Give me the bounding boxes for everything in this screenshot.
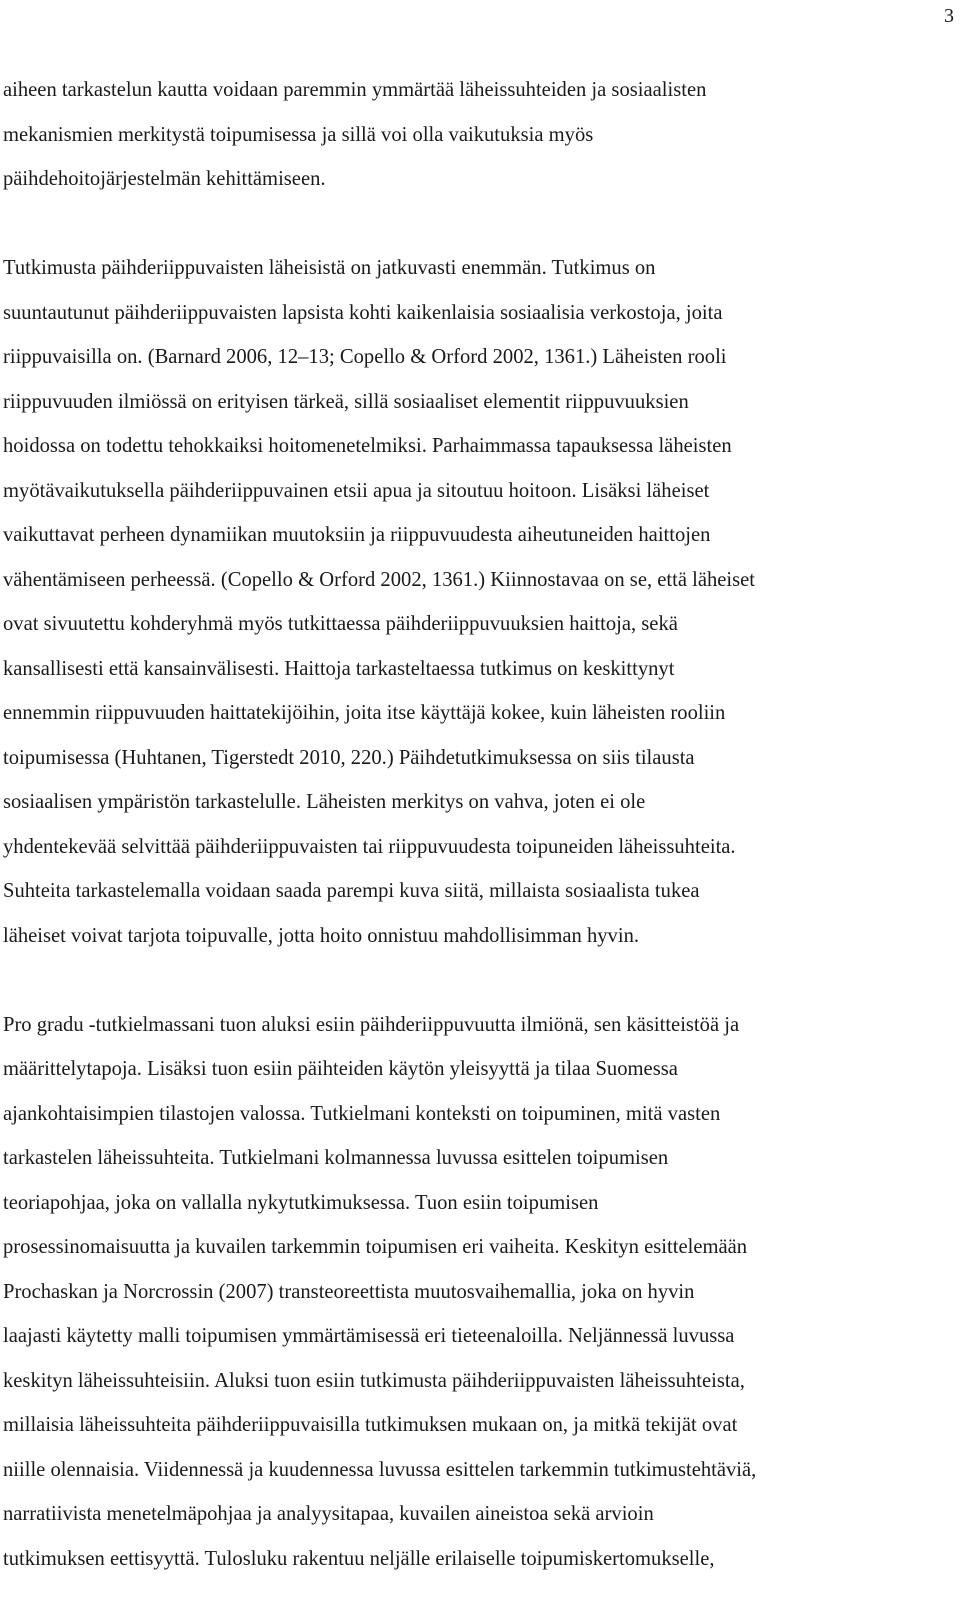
text-line: toipumisessa (Huhtanen, Tigerstedt 2010, 220.) Päihdetutkimuksessa on siis tilausta <box>3 746 695 769</box>
text-line: Prochaskan ja Norcrossin (2007) transteoreettista muutosvaihemallia, joka on hyvin <box>3 1280 695 1303</box>
page-number: 3 <box>944 5 954 27</box>
text-line: myötävaikutuksella päihderiippuvainen etsii apua ja sitoutuu hoitoon. Lisäksi läheiset <box>3 479 710 502</box>
text-line: riippuvaisilla on. (Barnard 2006, 12–13; Copello & Orford 2002, 1361.) Läheisten rooli <box>3 346 727 368</box>
text-line: Tutkimusta päihderiippuvaisten läheisistä on jatkuvasti enemmän. Tutkimus on <box>3 257 656 279</box>
paragraph-gap <box>3 202 959 247</box>
text-line: narratiivista menetelmäpohjaa ja analyysitapaa, kuvailen aineistoa sekä arvioin <box>3 1503 654 1525</box>
text-line: mekanismien merkitystä toipumisessa ja sillä voi olla vaikutuksia myös <box>3 123 594 146</box>
text-line: vähentämiseen perheessä. (Copello & Orford 2002, 1361.) Kiinnostavaa on se, että läheiset <box>3 568 756 591</box>
text-line: laajasti käytetty malli toipumisen ymmärtämisessä eri tieteenaloilla. Neljännessä luvussa <box>3 1325 735 1347</box>
text-line: määrittelytapoja. Lisäksi tuon esiin päihteiden käytön yleisyyttä ja tilaa Suomessa <box>3 1058 678 1080</box>
text-line: hoidossa on todettu tehokkaiksi hoitomenetelmiksi. Parhaimmassa tapauksessa läheisten <box>3 435 732 457</box>
text-line: ennemmin riippuvuuden haittatekijöihin, joita itse käyttäjä kokee, kuin läheisten rooliin <box>3 702 726 724</box>
text-line: tutkimuksen eettisyyttä. Tulosluku rakentuu neljälle erilaiselle toipumiskertomukselle, <box>3 1547 715 1570</box>
text-line: läheiset voivat tarjota toipuvalle, jotta hoito onnistuu mahdollisimman hyvin. <box>3 924 640 947</box>
text-line: ovat sivuutettu kohderyhmä myös tutkittaessa päihderiippuvuuksien haittoja, sekä <box>3 613 678 635</box>
paragraph-2 <box>3 246 959 958</box>
text-line: Suhteita tarkastelemalla voidaan saada parempi kuva siitä, millaista sosiaalista tukea <box>3 880 700 902</box>
text-line: Pro gradu -tutkielmassani tuon aluksi esiin päihderiippuvuutta ilmiönä, sen käsitteistöä ja <box>3 1013 740 1036</box>
text-line: millaisia läheissuhteita päihderiippuvaisilla tutkimuksen mukaan on, ja mitkä tekijät ovat <box>3 1414 738 1436</box>
text-line: prosessinomaisuutta ja kuvailen tarkemmin toipumisen eri vaiheita. Keskityn esittelemään <box>3 1236 748 1258</box>
text-line: ajankohtaisimpien tilastojen valossa. Tutkielmani konteksti on toipuminen, mitä vasten <box>3 1102 721 1125</box>
paragraph-gap <box>3 958 959 1003</box>
text-line: riippuvuuden ilmiössä on erityisen tärkeä, sillä sosiaaliset elementit riippuvuuksien <box>3 390 689 413</box>
text-line: vaikuttavat perheen dynamiikan muutoksiin ja riippuvuudesta aiheutuneiden haittojen <box>3 524 711 546</box>
paragraph-1 <box>3 68 959 202</box>
text-line: niille olennaisia. Viidennessä ja kuudennessa luvussa esittelen tarkemmin tutkimustehtäviä, <box>3 1458 757 1481</box>
text-line: suuntautunut päihderiippuvaisten lapsista kohti kaikenlaisia sosiaalisia verkostoja, joita <box>3 301 723 324</box>
text-line: tarkastelen läheissuhteita. Tutkielmani kolmannessa luvussa esittelen toipumisen <box>3 1147 669 1169</box>
text-line: yhdentekevää selvittää päihderiippuvaisten tai riippuvuudesta toipuneiden läheissuhteita. <box>3 835 736 858</box>
text-line: aiheen tarkastelun kautta voidaan paremmin ymmärtää läheissuhteiden ja sosiaalisten <box>3 79 707 101</box>
text-line: sosiaalisen ympäristön tarkastelulle. Läheisten merkitys on vahva, joten ei ole <box>3 791 646 813</box>
text-line: keskityn läheissuhteisiin. Aluksi tuon esiin tutkimusta päihderiippuvaisten läheissuhteista, <box>3 1369 745 1392</box>
paragraph-3 <box>3 1003 959 1582</box>
text-line: kansallisesti että kansainvälisesti. Haittoja tarkasteltaessa tutkimus on keskittynyt <box>3 657 675 680</box>
text-line: teoriapohjaa, joka on vallalla nykytutkimuksessa. Tuon esiin toipumisen <box>3 1191 599 1214</box>
text-line: päihdehoitojärjestelmän kehittämiseen. <box>3 168 326 190</box>
document-body <box>3 68 959 1581</box>
